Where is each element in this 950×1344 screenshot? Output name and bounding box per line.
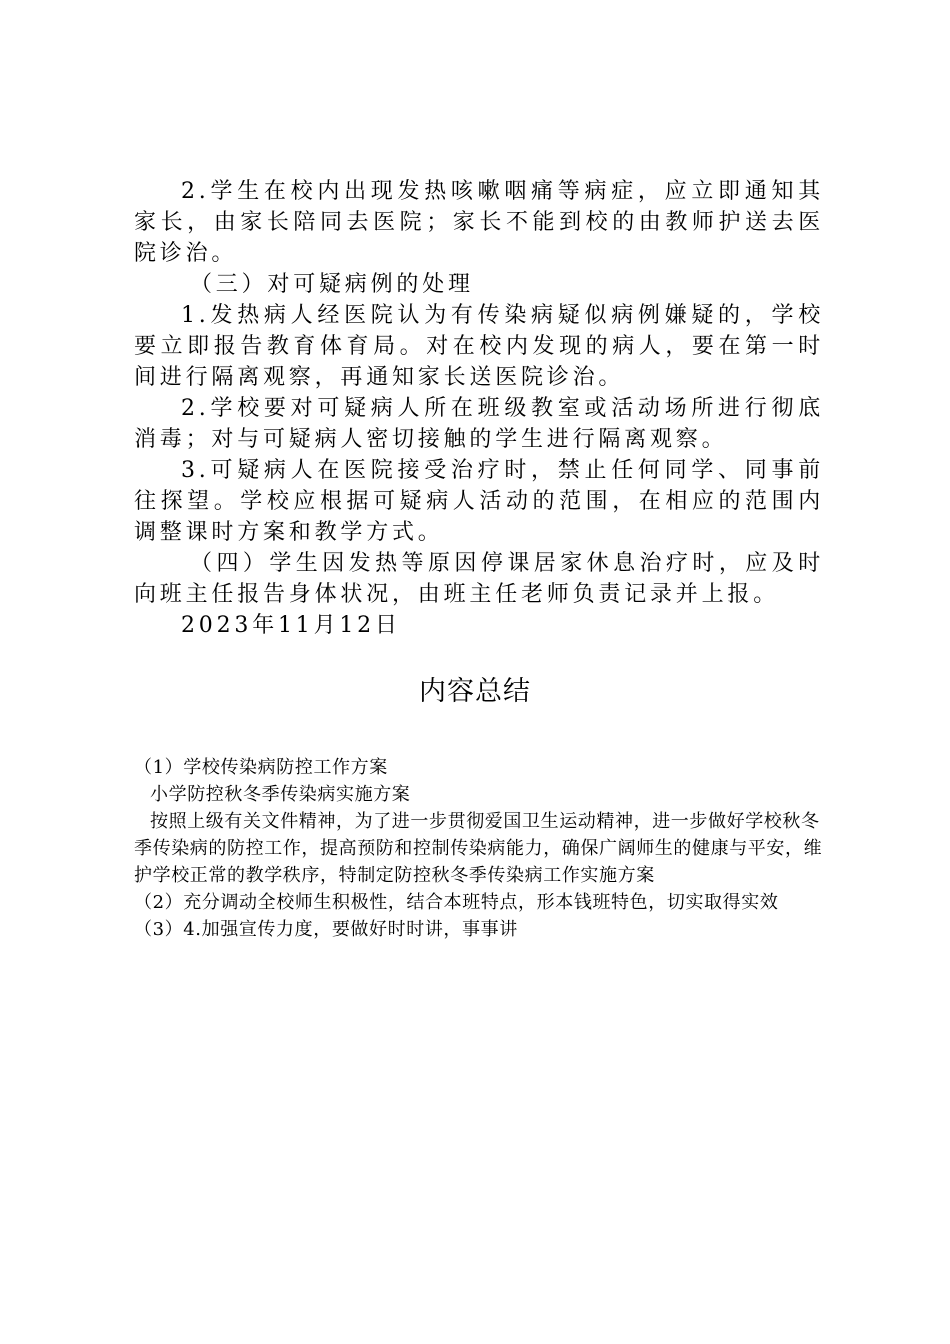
- summary-title: 内容总结: [419, 676, 531, 707]
- summary-body: [134, 754, 834, 943]
- section-heading: （三）对可疑病例的处理: [190, 272, 474, 297]
- summary-item: （3）4.加强宣传力度，要做好时时讲，事事讲: [134, 919, 518, 940]
- body-paragraph: （四）学生因发热等原因停课居家休息治疗时，应及时向班主任报告身体状况，由班主任老师负责记录并上报。: [134, 551, 824, 607]
- body-paragraph: 3.可疑病人在医院接受治疗时，禁止任何同学、同事前往探望。学校应根据可疑病人活动的范围，在相应的范围内调整课时方案和教学方式。: [134, 458, 824, 545]
- body-paragraph: 2.学校要对可疑病人所在班级教室或活动场所进行彻底消毒；对与可疑病人密切接触的学生进行隔离观察。: [134, 396, 824, 452]
- document-date: 2023年11月12日: [181, 613, 401, 638]
- document-body: [134, 176, 824, 641]
- body-paragraph: 2.学生在校内出现发热咳嗽咽痛等病症，应立即通知其家长，由家长陪同去医院；家长不能到校的由教师护送去医院诊治。: [134, 179, 824, 266]
- summary-item: （1）学校传染病防控工作方案: [134, 757, 388, 778]
- summary-item: （2）充分调动全校师生积极性，结合本班特点，形本钱班特色，切实取得实效: [134, 892, 779, 913]
- summary-item: 小学防控秋冬季传染病实施方案: [150, 784, 411, 805]
- summary-item: 按照上级有关文件精神，为了进一步贯彻爱国卫生运动精神，进一步做好学校秋冬季传染病的防控工作，提高预防和控制传染病能力，确保广阔师生的健康与平安，维护学校正常的教学秩序，特制定防控秋冬季传染病工作实施方案: [134, 811, 823, 886]
- body-paragraph: 1.发热病人经医院认为有传染病疑似病例嫌疑的，学校要立即报告教育体育局。对在校内发现的病人，要在第一时间进行隔离观察，再通知家长送医院诊治。: [134, 303, 824, 390]
